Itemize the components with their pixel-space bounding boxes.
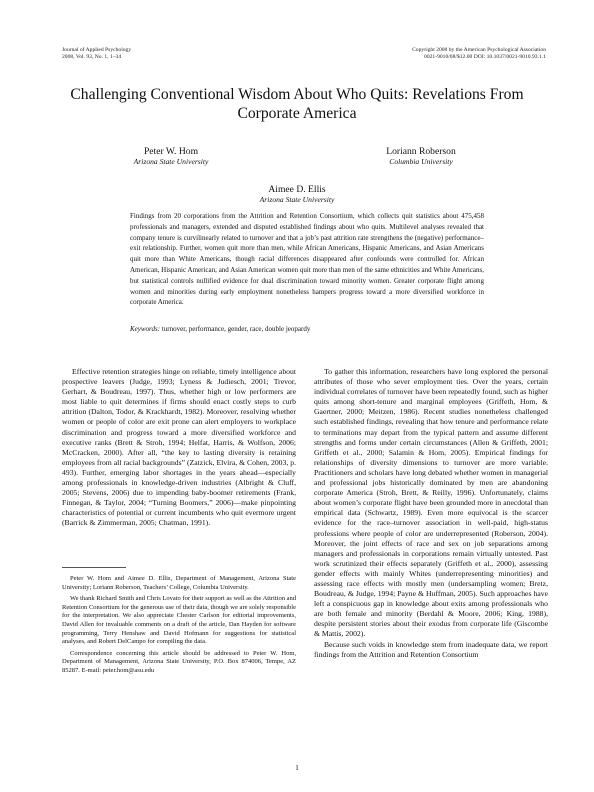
body-paragraph: To gather this information, researchers have long explored the personal attributes of those who sever employment ties. Over the years, certain individual correlates of turnover have been repeatedly found, such as higher quits among short-tenure and marginal employees (Griffeth, Hom, & Gaertner, 2000; Meitzen, 1986). Recent studies nonetheless challenged such established findings, revealing that how tenure and performance relate to terminations may depart from the typical pattern and assume different strengths and forms under certain circumstances (Allen & Griffeth, 2001; Griffeth et al., 2000; Salamin & Hom, 2005). Empirical findings for relationships of diversity dimensions to turnover are more variable. Practitioners and scholars have long debated whether women in managerial and professional jobs historically dominated by men are abandoning corporate America (Stroh, Brett, & Reilly, 1996). Unfortunately, claims about women’s corporate flight have been grounded more in anecdotal than empirical data (Schwartz, 1989). Even more equivocal is the scarcer evidence for the race–turnover association in well-paid, high-status professions where people of color are underrepresented (Roberson, 2004). Moreover, the joint effects of race and sex on job separations among managers and professionals in corporations remain virtually untested. Past work scrutinized their effects separately (Griffeth et al., 2000), assessing gender effects with mainly Whites (underrepresenting minorities) and assessing race effects with mostly men (undersampling women; Bretz, Boudreau, & Judge, 1994; Payne & Huffman, 2005). Such approaches have left a conspicuous gap in knowledge about exits among professionals who are both female and minority (Berdahl & Moore, 2006; King, 1988), despite persistent stories about their exodus from corporate life (Giscombe & Mattis, 2002).: [314, 367, 548, 639]
body-column-right: [314, 367, 548, 660]
copyright-line: Copyright 2008 by the American Psychological Association: [412, 47, 546, 53]
author-block-roberson: [346, 146, 496, 166]
author-block-hom: [96, 146, 246, 166]
journal-name: Journal of Applied Psychology: [62, 47, 132, 53]
page-number: 1: [295, 763, 299, 772]
copyright-info: [412, 47, 546, 61]
footnote-divider: [62, 567, 126, 568]
author-note-correspondence: Correspondence concerning this article should be addressed to Peter W. Hom, Department of Management, Arizona State University, P.O. Box 874006, Tempe, AZ 85287. E-mail: peter.hom@asu.edu: [62, 649, 296, 674]
keywords-text: turnover, performance, gender, race, double jeopardy: [161, 325, 311, 333]
author-affiliation: Columbia University: [389, 157, 453, 166]
author-note-acknowledgments: We thank Richard Smith and Chris Lovato for their support as well as the Attrition and Retention Consortium for the generous use of their data, though we are solely responsible for the interpretation. We also appreciate Chester Carlson for editorial improvements, David Allen for invaluable comments on a draft of the article, Dan Hayden for software programming, Terry Henshaw and David Hofmann for suggestions for statistical analyses, and Robert DelCampo for compiling the data.: [62, 595, 296, 646]
keywords-label: Keywords:: [130, 325, 161, 333]
journal-volume: 2008, Vol. 93, No. 1, 1–34: [62, 54, 122, 60]
body-column-left: [62, 367, 296, 529]
author-note-affiliations: Peter W. Hom and Aimee D. Ellis, Department of Management, Arizona State University; Loriann Roberson, Teachers’ College, Columbia University.: [62, 575, 296, 591]
keywords: [130, 325, 484, 334]
body-paragraph: Because such voids in knowledge stem from inadequate data, we report findings from the Attrition and Retention Consortium: [314, 639, 548, 659]
author-block-ellis: [222, 184, 372, 204]
abstract: Findings from 20 corporations from the Attrition and Retention Consortium, which collects quit statistics about 475,458 professionals and managers, extended and disputed established findings about who quits. Multilevel analyses revealed that company tenure is curvilinearly related to turnover and that a job’s past attrition rate strengthens the (negative) performance–exit relationship. Further, women quit more than men, while African Americans, Hispanic Americans, and Asian Americans quit more than White Americans, though racial differences disappeared after confounds were controlled for. African American, Hispanic American, and Asian American women quit more than men of the same ethnicities and White Americans, but statistical controls nullified evidence for dual discrimination toward minority women. Greater corporate flight among women and minorities during early employment nonetheless hampers progress toward a more diversified workforce in corporate America.: [130, 212, 484, 307]
author-affiliation: Arizona State University: [259, 195, 335, 204]
author-affiliation: Arizona State University: [133, 157, 209, 166]
doi-line: 0021-9010/08/$12.00 DOI: 10.1037/0021-9010.93.1.1: [424, 54, 546, 60]
body-paragraph: Effective retention strategies hinge on reliable, timely intelligence about prospective leavers (Judge, 1993; Lyness & Judiesch, 2001; Trevor, Gerhart, & Boudreau, 1997). Thus, whether high or low performers are most liable to quit determines if firms should enact costly steps to curb attrition (Dalton, Todor, & Krackhardt, 1982). Moreover, resolving whether women or people of color are exit prone can alert employers to workplace discrimination and progress toward a more diversified workforce and executive ranks (Brett & Stroh, 1994; Helfat, Harris, & Wolfson, 2006; McCracken, 2000). After all, “the key to lasting diversity is retaining employees from all racial backgrounds” (Zatzick, Elvira, & Cohen, 2003, p. 493). Further, emerging labor shortages in the years ahead—especially among professionals in knowledge-driven industries (Albright & Cluff, 2005; Stevens, 2006) due to impending baby-boomer retirements (Frank, Finnegan, & Taylor, 2004; “Turning Boomers,” 2006)—make pinpointing characteristics of potential or current incumbents who quit evermore urgent (Barrick & Zimmerman, 2005; Chatman, 1991).: [62, 367, 296, 528]
author-name: Peter W. Hom: [143, 146, 199, 157]
author-name: Aimee D. Ellis: [268, 184, 326, 195]
article-title: Challenging Conventional Wisdom About Who Quits: Revelations From Corporate America: [70, 86, 524, 122]
author-name: Loriann Roberson: [386, 146, 456, 157]
author-notes: [62, 575, 296, 679]
journal-info: [62, 47, 131, 61]
